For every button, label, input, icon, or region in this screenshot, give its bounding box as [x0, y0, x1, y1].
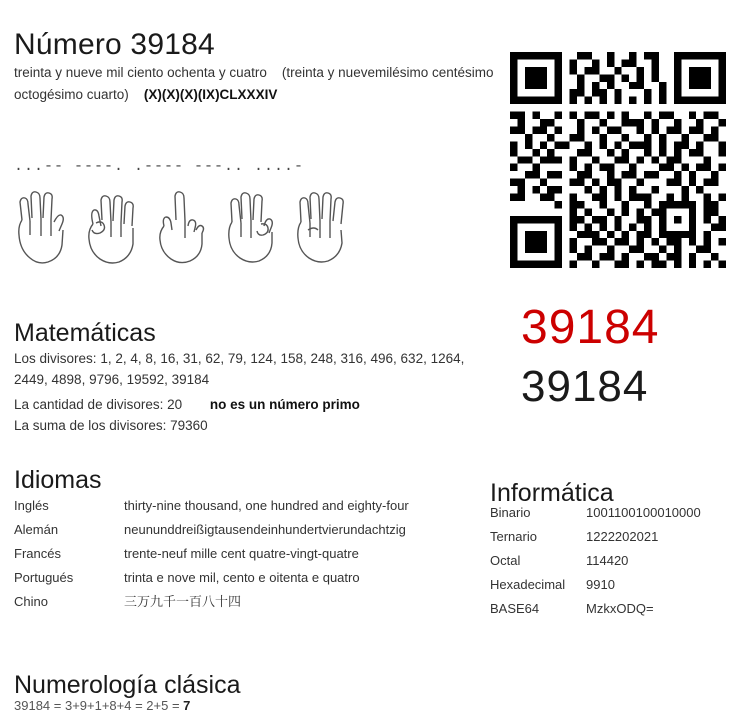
- table-row: [490, 596, 738, 620]
- language-name: Alemán: [14, 522, 59, 537]
- base-name: Hexadecimal: [490, 576, 566, 592]
- section-heading-idiomas: Idiomas: [14, 465, 102, 494]
- table-row: [14, 590, 474, 614]
- table-row: [14, 542, 474, 566]
- table-row: [490, 500, 738, 524]
- divisors-label: Los divisores:: [14, 351, 97, 366]
- numerology-result: 7: [183, 698, 191, 713]
- language-value: 三万九千一百八十四: [124, 594, 242, 609]
- divisors-value: 1, 2, 4, 8, 16, 31, 62, 79, 124, 158, 248, 316, 496, 632, 1264, 2449, 4898, 9796, 19592, 39184: [14, 351, 465, 387]
- base-name: Ternario: [490, 528, 537, 544]
- divisor-count-value: 20: [167, 397, 183, 412]
- qr-code: [510, 52, 726, 268]
- table-row: [14, 566, 474, 590]
- divisor-sum-label: La suma de los divisores:: [14, 418, 167, 433]
- table-row: [14, 518, 474, 542]
- divisor-sum-line: [14, 415, 484, 436]
- number-display-black: 39184: [521, 362, 649, 411]
- language-name: Inglés: [14, 498, 49, 513]
- sign-language-row: [10, 190, 350, 270]
- language-value: trinta e nove mil, cento e oitenta e quatro: [124, 570, 360, 585]
- language-name: Portugués: [14, 570, 74, 585]
- prime-status: no es un número primo: [209, 397, 360, 412]
- section-heading-matematicas: Matemáticas: [14, 318, 156, 347]
- language-value: neununddreißigtausendeinhundertvierundachtzig: [124, 522, 406, 537]
- numerology-formula: [14, 698, 190, 713]
- section-heading-numerologia: Numerología clásica: [14, 670, 241, 699]
- hand-digit-4: [290, 190, 354, 268]
- number-display-red: 39184: [521, 301, 660, 354]
- hand-digit-3: [10, 190, 74, 268]
- hand-digit-8: [220, 190, 284, 268]
- divisor-sum-value: 79360: [170, 418, 208, 433]
- language-value: thirty-nine thousand, one hundred and eighty-four: [124, 498, 409, 513]
- base-value: 114420: [586, 552, 629, 568]
- base-name: BASE64: [490, 600, 540, 616]
- base-value: 9910: [586, 576, 615, 592]
- divisors-line: [14, 348, 484, 390]
- math-body: [14, 348, 484, 436]
- table-row: [490, 524, 738, 548]
- languages-table: [14, 494, 474, 614]
- base-value: MzkxODQ=: [586, 600, 654, 616]
- base-name: Binario: [490, 504, 531, 520]
- section-heading-informatica: Informática: [490, 478, 614, 507]
- ordinal-text: (treinta y nuevemilésimo centésimo octogésimo cuarto): [14, 65, 494, 102]
- divisor-count-label: La cantidad de divisores:: [14, 397, 164, 412]
- table-row: [14, 494, 474, 518]
- number-wordform: [14, 62, 494, 106]
- cardinal-text: treinta y nueve mil ciento ochenta y cuatro: [14, 65, 267, 80]
- divisor-count-line: [14, 394, 484, 415]
- numerology-formula-text: 39184 = 3+9+1+8+4 = 2+5 =: [14, 698, 184, 713]
- page-title: Número 39184: [14, 28, 215, 62]
- base-value: 1001100100010000: [586, 504, 701, 520]
- language-name: Chino: [14, 594, 48, 609]
- hand-digit-1: [150, 190, 214, 268]
- morse-code: ...-- ----. .---- ---.. ....-: [14, 158, 305, 175]
- language-value: trente-neuf mille cent quatre-vingt-quatre: [124, 546, 359, 561]
- table-row: [490, 548, 738, 572]
- base-name: Octal: [490, 552, 521, 568]
- roman-numeral: (X)(X)(X)(IX)CLXXXIV: [143, 87, 278, 102]
- hand-digit-9: [80, 190, 144, 268]
- base-value: 1222202021: [586, 528, 659, 544]
- table-row: [490, 572, 738, 596]
- language-name: Francés: [14, 546, 61, 561]
- informatics-table: [490, 500, 738, 620]
